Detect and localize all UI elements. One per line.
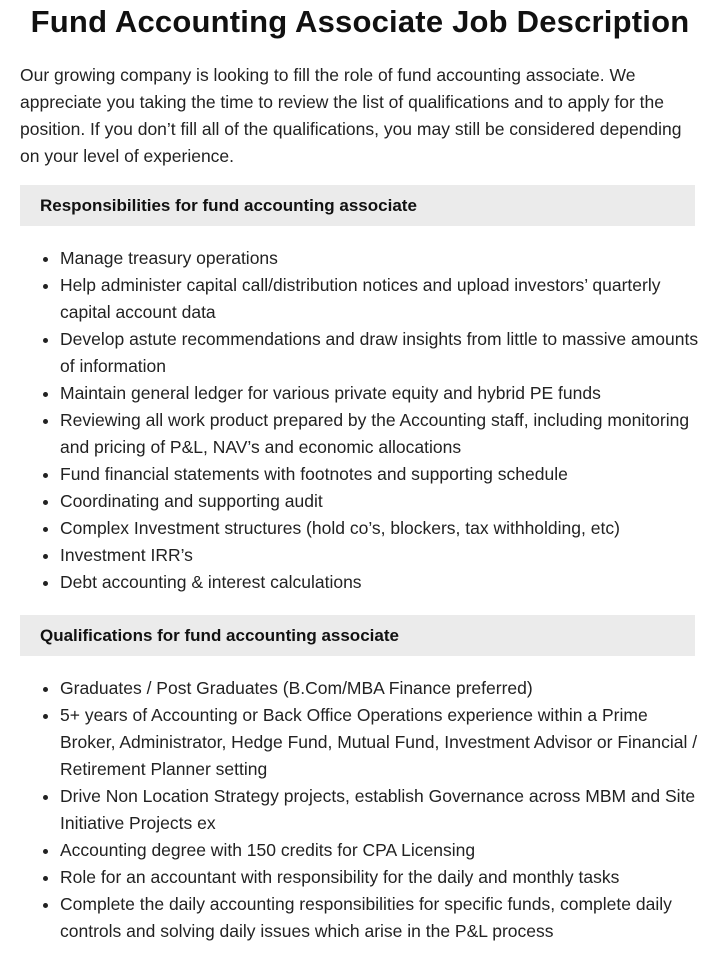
list-item: • Complex Investment structures (hold co’s, blockers, tax withholding, etc) — [60, 515, 700, 542]
qualifications-heading: Qualifications for fund accounting associate — [20, 615, 695, 656]
list-item: • Role for an accountant with responsibility for the daily and monthly tasks — [60, 864, 700, 891]
list-item: • Reviewing all work product prepared by the Accounting staff, including monitoring and pricing of P&L, NAV’s and economic allocations — [60, 407, 700, 461]
responsibilities-list — [20, 245, 700, 596]
list-item: • Coordinating and supporting audit — [60, 488, 700, 515]
list-item: • 5+ years of Accounting or Back Office Operations experience within a Prime Broker, Administrator, Hedge Fund, Mutual Fund, Investment Advisor or Financial / Retirement Planner setting — [60, 702, 700, 783]
page-title: Fund Accounting Associate Job Description — [30, 4, 690, 39]
list-item: • Help administer capital call/distribution notices and upload investors’ quarterly capital account data — [60, 272, 700, 326]
qualifications-list — [20, 675, 700, 945]
list-item: • Complete the daily accounting responsibilities for specific funds, complete daily controls and solving daily issues which arise in the P&L process — [60, 891, 700, 945]
list-item: • Graduates / Post Graduates (B.Com/MBA Finance preferred) — [60, 675, 700, 702]
list-item: • Fund financial statements with footnotes and supporting schedule — [60, 461, 700, 488]
list-item: • Maintain general ledger for various private equity and hybrid PE funds — [60, 380, 700, 407]
list-item: • Develop astute recommendations and draw insights from little to massive amounts of information — [60, 326, 700, 380]
list-item: • Accounting degree with 150 credits for CPA Licensing — [60, 837, 700, 864]
list-item: • Investment IRR’s — [60, 542, 700, 569]
list-item: • Drive Non Location Strategy projects, establish Governance across MBM and Site Initiative Projects ex — [60, 783, 700, 837]
list-item: • Debt accounting & interest calculations — [60, 569, 700, 596]
list-item: • Manage treasury operations — [60, 245, 700, 272]
intro-paragraph: Our growing company is looking to fill the role of fund accounting associate. We appreciate you taking the time to review the list of qualifications and to apply for the position. If you don’t fill all of the qualifications, you may still be considered depending on your level of experience. — [20, 65, 682, 166]
responsibilities-heading: Responsibilities for fund accounting associate — [20, 185, 695, 226]
